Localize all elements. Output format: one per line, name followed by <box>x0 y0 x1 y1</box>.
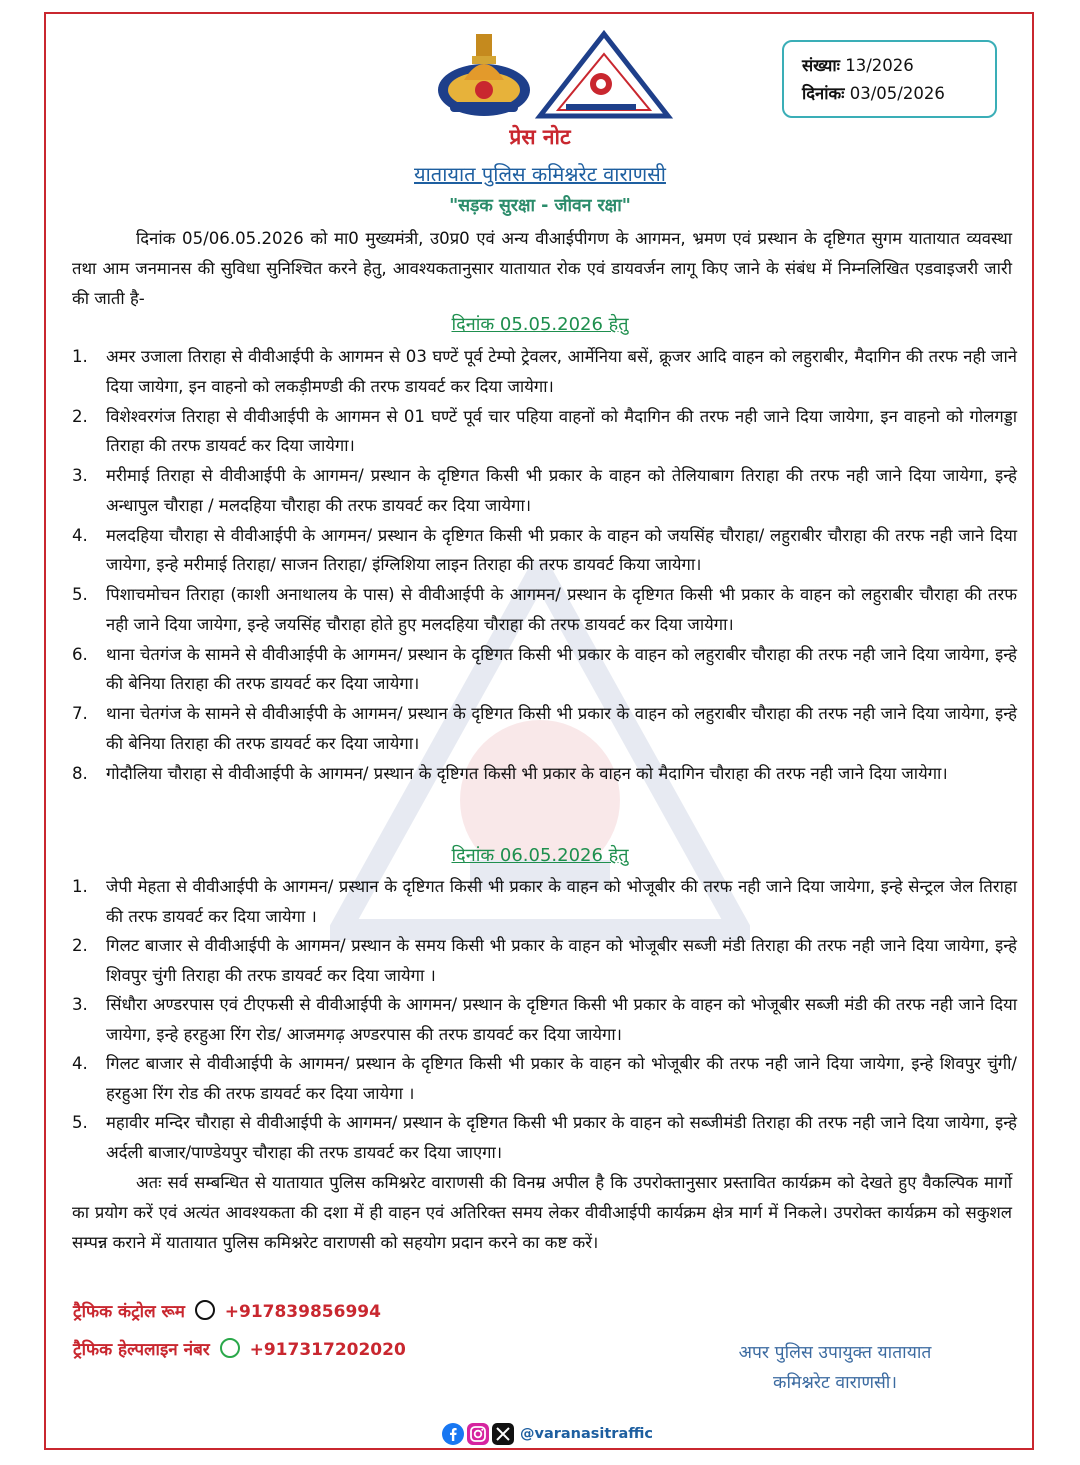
item-text: विशेश्वरगंज तिराहा से वीवीआईपी के आगमन से 01 घण्टें पूर्व चार पहिया वाहनों को मैदागिन की तरफ नही जाने दिया जायेगा, इन वाहनो को गोलगड्डा तिराहा की तरफ डायवर्ट कर दिया जायेगा। <box>106 406 1017 455</box>
page-title: प्रेस नोट <box>509 125 571 149</box>
facebook-icon[interactable] <box>442 1423 464 1445</box>
social-handle[interactable]: @varanasitraffic <box>520 1426 654 1442</box>
item-number: 3. <box>72 466 88 485</box>
item-text: जेपी मेहता से वीवीआईपी के आगमन/ प्रस्थान के दृष्टिगत किसी भी प्रकार के वाहन को भोजूबीर की तरफ नही जाने दिया जायेगा, इन्हे सेन्ट्रल जेल तिराहा की तरफ डायवर्ट कर दिया जायेगा । <box>106 877 1017 926</box>
item-number: 6. <box>72 644 88 664</box>
item-number: 1. <box>72 347 88 366</box>
control-room-number[interactable]: +917839856994 <box>224 1302 381 1322</box>
reference-number-label: संख्याः <box>802 56 840 75</box>
item-text: मलदहिया चौराहा से वीवीआईपी के आगमन/ प्रस्थान के दृष्टिगत किसी भी प्रकार के वाहन को जयसिंह चौराहा/ लहुराबीर चौराहा की तरफ नही जाने दिया जायेगा, इन्हे मरीमाई तिराहा/ साजन तिराहा/ इंग्लिशिया लाइन तिराहा की तरफ डायवर्ट किया जायेगा। <box>106 525 1017 574</box>
item-text: अमर उजाला तिराहा से वीवीआईपी के आगमन से 03 घण्टें पूर्व टेम्पो ट्रेवलर, आर्मेनिया बसें, क्रूजर आदि वाहन को लहुराबीर, मैदागिन की तरफ नही जाने दिया जायेगा, इन वाहनो को लकड़ीमण्डी की तरफ डायवर्ट कर दिया जायेगा। <box>106 347 1017 396</box>
item-text: मरीमाई तिराहा से वीवीआईपी के आगमन/ प्रस्थान के दृष्टिगत किसी भी प्रकार के वाहन को तेलियाबाग तिराहा की तरफ नही जाने दिया जायेगा, इन्हे अन्धापुल चौराहा / मलदहिया चौराहा की तरफ डायवर्ट कर दिया जायेगा। <box>106 466 1017 515</box>
reference-date-value: 03/05/2026 <box>849 84 945 103</box>
list-item <box>72 342 1017 401</box>
item-number: 3. <box>72 995 88 1014</box>
intro-paragraph: दिनांक 05/06.05.2026 को मा0 मुख्यमंत्री, उ0प्र0 एवं अन्य वीआईपीगण के आगमन, भ्रमण एवं प्रस्थान के दृष्टिगत सुगम यातायात व्यवस्था तथा आम जनमानस की सुविधा सुनिश्चित करने हेतु, आवश्यकतानुसार यातायात रोक एवं डायवर्जन लागू किए जाने के संबंध में निम्नलिखित एडवाइजरी जारी की जाती है- <box>72 229 1012 308</box>
helpline-label: ट्रैफिक हेल्पलाइन नंबर <box>73 1340 210 1360</box>
social-handles <box>442 1422 653 1446</box>
item-number: 5. <box>72 585 88 604</box>
list-item <box>72 990 1017 1049</box>
phone-icon <box>195 1300 215 1320</box>
item-number: 1. <box>72 877 88 896</box>
item-text: गोदौलिया चौराहा से वीवीआईपी के आगमन/ प्रस्थान के दृष्टिगत किसी भी प्रकार के वाहन को मैदागिन चौराहा की तरफ नही जाने दिया जायेगा। <box>106 763 948 783</box>
list-item <box>72 580 1017 639</box>
control-room-contact <box>73 1299 381 1322</box>
reference-box <box>782 40 997 118</box>
reference-number-value: 13/2026 <box>845 56 914 75</box>
signature-designation: अपर पुलिस उपायुक्त यातायात <box>738 1343 932 1363</box>
item-text: पिशाचमोचन तिराहा (काशी अनाथालय के पास) से वीवीआईपी के आगमन/ प्रस्थान के दृष्टिगत किसी भी प्रकार के वाहन को लहुराबीर चौराहा की तरफ नही जाने दिया जायेगा, इन्हे जयसिंह चौराहा होते हुए मलदहिया चौराहा की तरफ डायवर्ट कर दिया जायेगा। <box>106 585 1017 634</box>
list-item <box>72 699 1017 758</box>
list-item <box>72 640 1017 699</box>
slogan: "सड़क सुरक्षा - जीवन रक्षा" <box>449 196 631 216</box>
item-text: गिलट बाजार से वीवीआईपी के आगमन/ प्रस्थान के समय किसी भी प्रकार के वाहन को भोजूबीर सब्जी मंडी तिराहा की तरफ नही जाने दिया जायेगा, इन्हे शिवपुर चुंगी तिराहा की तरफ डायवर्ट कर दिया जायेगा । <box>106 936 1017 985</box>
advisory-list-05-05 <box>72 342 1017 789</box>
item-text: थाना चेतगंज के सामने से वीवीआईपी के आगमन/ प्रस्थान के दृष्टिगत किसी भी प्रकार के वाहन को लहुराबीर चौराहा की तरफ नही जाने दिया जायेगा, इन्हे की बेनिया तिराहा की तरफ डायवर्ट कर दिया जायेगा। <box>106 704 1017 753</box>
signature-office: कमिश्नरेट वाराणसी। <box>773 1373 897 1393</box>
section-heading-06-05: दिनांक 06.05.2026 हेतु <box>451 845 629 866</box>
item-text: महावीर मन्दिर चौराहा से वीवीआईपी के आगमन/ प्रस्थान के दृष्टिगत किसी भी प्रकार के वाहन को सब्जीमंडी तिराहा की तरफ नही जाने दिया जायेगा, इन्हे अर्दली बाजार/पाण्डेयपुर चौराहा की तरफ डायवर्ट कर दिया जाएगा। <box>106 1113 1017 1162</box>
item-number: 2. <box>72 406 88 426</box>
item-number: 8. <box>72 763 88 783</box>
list-item <box>72 1108 1017 1167</box>
advisory-list-06-05 <box>72 872 1017 1167</box>
item-number: 4. <box>72 1054 88 1073</box>
list-item <box>72 872 1017 931</box>
helpline-number[interactable]: +917317202020 <box>249 1340 406 1360</box>
item-number: 5. <box>72 1113 88 1132</box>
header-logos <box>436 28 676 123</box>
closing-paragraph: अतः सर्व सम्बन्धित से यातायात पुलिस कमिश्नरेट वाराणसी की विनम्र अपील है कि उपरोक्तानुसार प्रस्तावित कार्यक्रम को देखते हुए वैकल्पिक मार्गो का प्रयोग करें एवं अत्यंत आवश्यकता की दशा में ही वाहन एवं अतिरिक्त समय लेकर वीवीआईपी कार्यक्रम क्षेत्र मार्ग में निकले। उपरोक्त कार्यक्रम को सकुशल सम्पन्न कराने में यातायात पुलिस कमिश्नरेट वाराणसी को सहयोग प्रदान करने का कष्ट करें। <box>72 1173 1012 1252</box>
reference-date-label: दिनांकः <box>802 84 845 103</box>
list-item <box>72 521 1017 580</box>
traffic-police-triangle-logo <box>540 34 668 116</box>
item-text: थाना चेतगंज के सामने से वीवीआईपी के आगमन/ प्रस्थान के दृष्टिगत किसी भी प्रकार के वाहन को लहुराबीर चौराहा की तरफ नही जाने दिया जायेगा, इन्हे की बेनिया तिराहा की तरफ डायवर्ट कर दिया जायेगा। <box>106 644 1017 693</box>
section-heading-05-05: दिनांक 05.05.2026 हेतु <box>451 314 629 335</box>
list-item <box>72 402 1017 461</box>
control-room-label: ट्रैफिक कंट्रोल रूम <box>73 1302 185 1322</box>
list-item <box>72 461 1017 520</box>
helpline-contact <box>73 1337 406 1360</box>
list-item <box>72 759 1017 789</box>
item-text: गिलट बाजार से वीवीआईपी के आगमन/ प्रस्थान के दृष्टिगत किसी भी प्रकार के वाहन को भोजूबीर की तरफ नही जाने दिया जायेगा, इन्हे शिवपुर चुंगी/ हरहुआ रिंग रोड की तरफ डायवर्ट कर दिया जायेगा । <box>106 1054 1017 1103</box>
instagram-icon[interactable] <box>467 1423 489 1445</box>
list-item <box>72 1049 1017 1108</box>
item-number: 4. <box>72 525 88 545</box>
whatsapp-icon <box>220 1338 240 1358</box>
department-name: यातायात पुलिस कमिश्नरेट वाराणसी <box>414 162 666 186</box>
up-police-emblem <box>438 34 530 116</box>
x-icon[interactable] <box>492 1423 514 1445</box>
reference-number-row <box>802 52 995 80</box>
item-number: 2. <box>72 936 88 955</box>
item-text: सिंधौरा अण्डरपास एवं टीएफसी से वीवीआईपी के आगमन/ प्रस्थान के दृष्टिगत किसी भी प्रकार के वाहन को भोजूबीर सब्जी मंडी की तरफ नही जाने दिया जायेगा, इन्हे हरहुआ रिंग रोड/ आजमगढ़ अण्डरपास की तरफ डायवर्ट कर दिया जायेगा। <box>106 995 1017 1044</box>
reference-date-row <box>802 80 995 108</box>
list-item <box>72 931 1017 990</box>
item-number: 7. <box>72 704 88 723</box>
